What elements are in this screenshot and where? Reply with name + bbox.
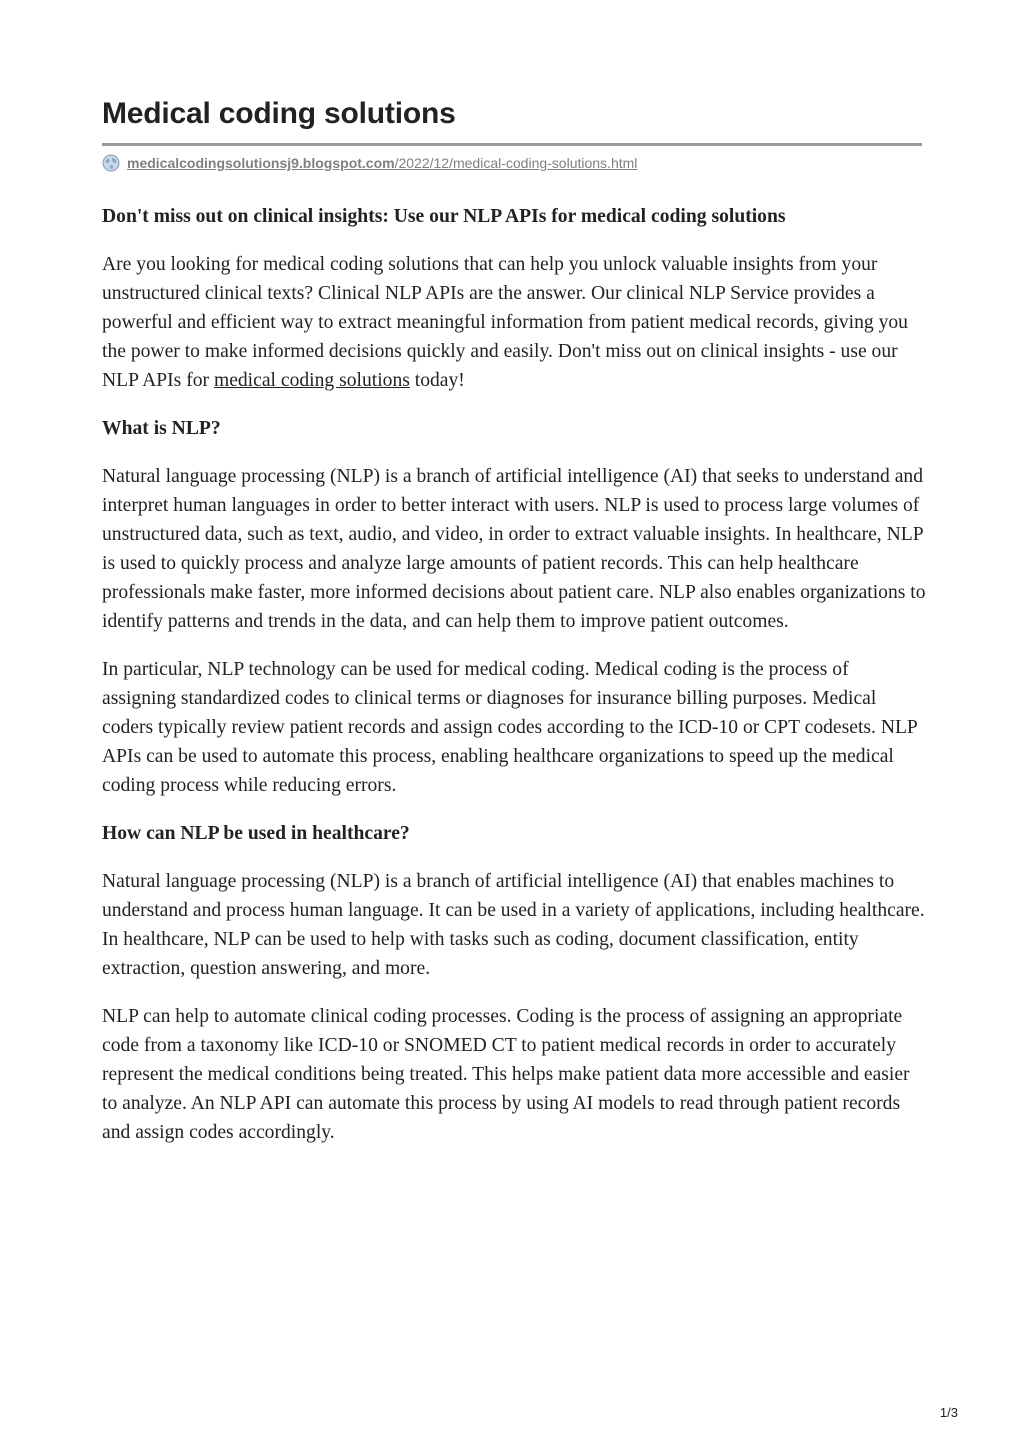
- source-link[interactable]: [127, 155, 637, 171]
- source-path: /2022/12/medical-coding-solutions.html: [394, 155, 638, 171]
- article-body: [102, 202, 926, 1166]
- nlp-applications-paragraph: Natural language processing (NLP) is a branch of artificial intelligence (AI) that enables machines to understand and process human language. It can be used in a variety of applications, including healthcare. In healthcare, NLP can be used to help with tasks such as coding, document classification, entity extraction, question answering, and more.: [102, 871, 925, 979]
- title-divider: [102, 143, 922, 146]
- intro-paragraph: [102, 250, 926, 395]
- heading-nlp-in-healthcare: How can NLP be used in healthcare?: [102, 823, 410, 844]
- heading-clinical-insights: Don't miss out on clinical insights: Use our NLP APIs for medical coding solutions: [102, 206, 786, 227]
- clinical-coding-paragraph: NLP can help to automate clinical coding processes. Coding is the process of assigning an appropriate code from a taxonomy like ICD-10 or SNOMED CT to patient medical records in order to accurately represent the medical conditions being treated. This helps make patient data more accessible and easier to analyze. An NLP API can automate this process by using AI models to read through patient records and assign codes accordingly.: [102, 1006, 910, 1143]
- page-title: Medical coding solutions: [102, 97, 456, 130]
- intro-text: Are you looking for medical coding solutions that can help you unlock valuable insights from your unstructured clinical texts? Clinical NLP APIs are the answer. Our clinical NLP Service provides a powerful and efficient way to extract meaningful information from patient medical records, giving you the power to make informed decisions quickly and easily. Don't miss out on clinical insights - use our NLP APIs for: [102, 254, 908, 391]
- medical-coding-solutions-link[interactable]: medical coding solutions: [213, 370, 410, 391]
- medical-coding-paragraph: In particular, NLP technology can be used for medical coding. Medical coding is the process of assigning standardized codes to clinical terms or diagnoses for insurance billing purposes. Medical coders typically review patient records and assign codes according to the ICD-10 or CPT codesets. NLP APIs can be used to automate this process, enabling healthcare organizations to speed up the medical coding process while reducing errors.: [102, 659, 918, 796]
- source-url-line: [102, 152, 637, 174]
- source-domain: medicalcodingsolutionsj9.blogspot.com: [127, 155, 395, 171]
- heading-what-is-nlp: What is NLP?: [102, 418, 221, 439]
- nlp-definition-paragraph: Natural language processing (NLP) is a branch of artificial intelligence (AI) that seeks to understand and interpret human languages in order to better interact with users. NLP is used to process large volumes of unstructured data, such as text, audio, and video, in order to extract valuable insights. In healthcare, NLP is used to quickly process and analyze large amounts of patient records. This can help healthcare professionals make faster, more informed decisions about patient care. NLP also enables organizations to identify patterns and trends in the data, and can help them to improve patient outcomes.: [102, 466, 926, 632]
- intro-text-end: today!: [409, 370, 465, 391]
- globe-icon: [102, 154, 120, 172]
- page-number: 1/3: [939, 1405, 958, 1420]
